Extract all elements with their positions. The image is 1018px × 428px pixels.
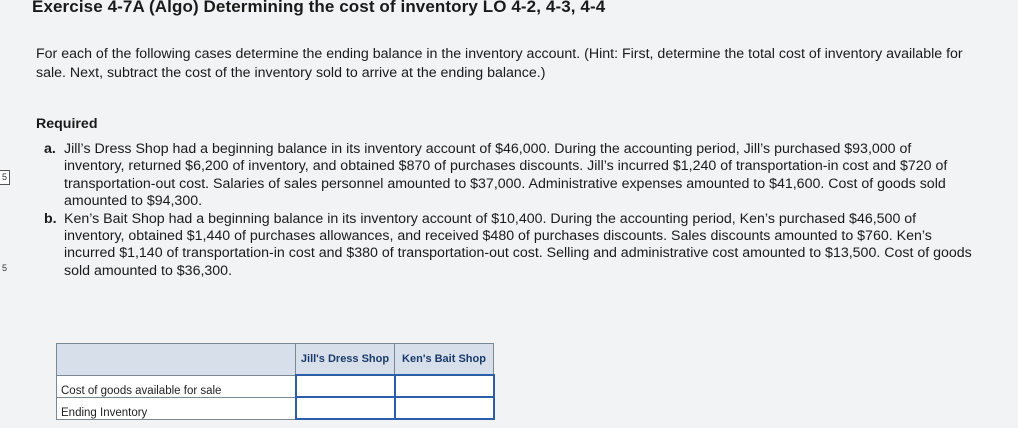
requirements-list [44, 141, 974, 280]
requirement-a [44, 141, 974, 211]
side-marker: 5 [0, 170, 10, 185]
column-header-kens-bait-shop: Ken's Bait Shop [395, 344, 494, 376]
input-cell[interactable] [395, 375, 494, 397]
requirement-letter: b. [44, 210, 57, 227]
kens-ending-inventory-input[interactable] [396, 399, 493, 418]
requirement-b [44, 211, 974, 281]
exercise-title: Exercise 4-7A (Algo) Determining the cost of inventory LO 4-2, 4-3, 4-4 [32, 0, 606, 16]
table-row [57, 397, 494, 419]
jills-ending-inventory-input[interactable] [297, 399, 394, 418]
requirement-text: Jill’s Dress Shop had a beginning balance in its inventory account of $46,000. During the accounting period, Jill’s purchased $93,000 of inventory, returned $6,200 of inventory, and obtained $870 of purchases discounts. Jill’s incurred $1,240 of transportation-in cost and $720 of transportation-out cost. Salaries of sales personnel amounted to $37,000. Administrative expenses amounted to $41,600. Cost of goods sold amounted to $94,300. [64, 141, 948, 210]
row-label-ending-inventory: Ending Inventory [57, 397, 296, 419]
kens-cost-available-input[interactable] [396, 377, 493, 396]
answer-table [56, 343, 495, 420]
requirement-text: Ken’s Bait Shop had a beginning balance in its inventory account of $10,400. During the accounting period, Ken’s purchased $46,500 of inventory, obtained $1,440 of purchases allowances, and received $480 of purchases discounts. Sales discounts amounted to $760. Ken’s incurred $1,140 of transportation-in cost and $380 of transportation-out cost. Selling and administrative cost amounted to $13,500. Cost of goods sold amounted to $36,300. [64, 210, 972, 279]
instructions-text: For each of the following cases determine the ending balance in the inventory account. (Hint: First, determine the total cost of inventory available for sale. Next, subtract the cost of the inventory sold to arrive at the ending balance.) [36, 46, 963, 81]
input-cell[interactable] [296, 397, 395, 419]
side-marker: 5 [1, 263, 7, 273]
required-heading: Required [36, 116, 98, 132]
row-label-cost-of-goods-available: Cost of goods available for sale [57, 375, 296, 397]
jills-cost-available-input[interactable] [297, 377, 394, 396]
header-blank-cell [57, 344, 296, 376]
input-cell[interactable] [296, 375, 395, 397]
table-header-row [57, 344, 494, 376]
column-header-jills-dress-shop: Jill's Dress Shop [296, 344, 395, 376]
table-row [57, 375, 494, 397]
input-cell[interactable] [395, 397, 494, 419]
requirement-letter: a. [44, 141, 56, 157]
